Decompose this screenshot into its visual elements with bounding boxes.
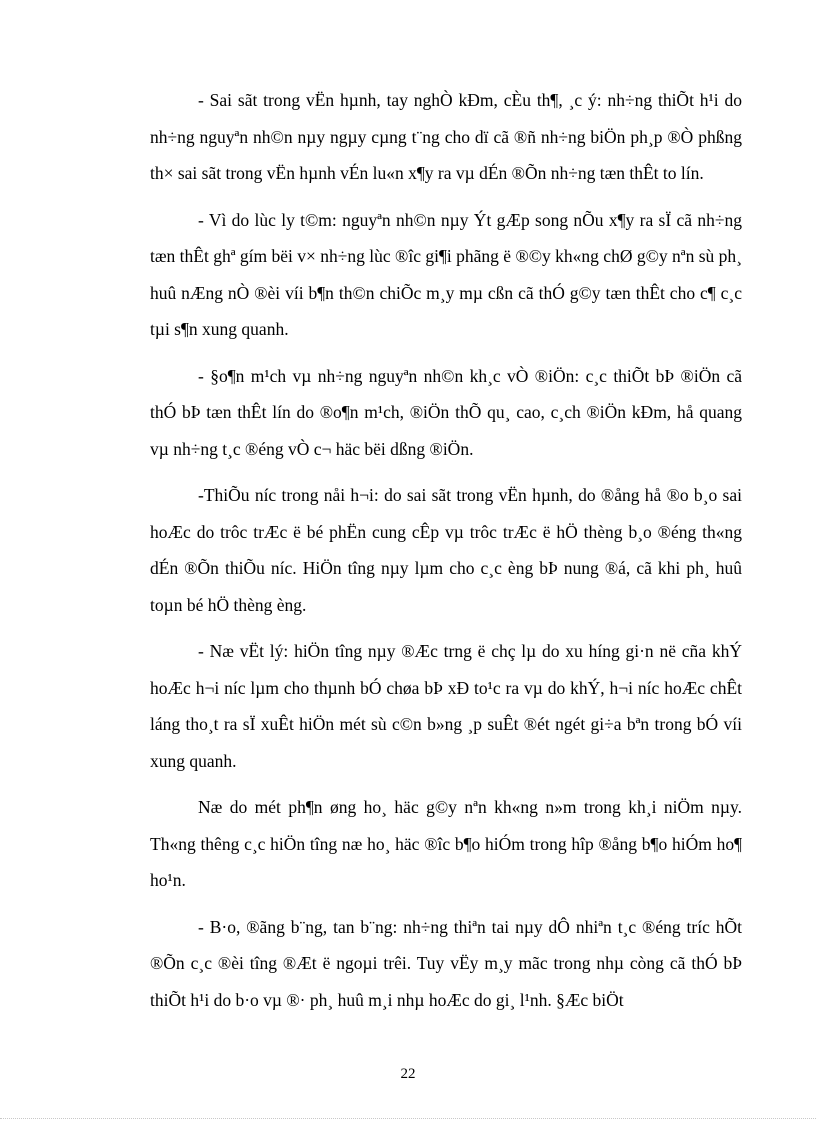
page-bottom-divider <box>0 1118 816 1119</box>
page-number: 22 <box>400 1066 416 1082</box>
paragraph-4: -ThiÕu níc trong nåi h¬i: do sai sãt trong vËn hµnh, do ®ång hå ®o b¸o sai hoÆc do trôc trÆc ë bé phËn cung cÊp vµ trôc trÆc ë hÖ thèng b¸o ®éng th«ng dÉn ®Õn thiÕu níc. HiÖn tîng nµy lµm cho c¸c èng bÞ nung ®á, cã khi ph¸ huû toµn bé hÖ thèng èng. <box>150 485 742 615</box>
paragraph-5: - Næ vËt lý: hiÖn tîng nµy ®Æc trng ë chç lµ do xu híng gi·n në cña khÝ hoÆc h¬i níc lµm cho thµnh bÓ chøa bÞ xÐ to¹c ra vµ do khÝ, h¬i níc hoÆc chÊt láng tho¸t ra sÏ xuÊt hiÖn mét sù c©n b»ng ¸p suÊt ®ét ngét gi÷a bªn trong bÓ víi xung quanh. <box>150 641 742 771</box>
paragraph-2: - Vì do lùc ly t©m: nguyªn nh©n nµy Ýt gÆp song nÕu x¶y ra sÏ cã nh÷ng tæn thÊt ghª gím bëi v× nh÷ng lùc ®îc gi¶i phãng ë ®©y kh«ng chØ g©y nªn sù ph¸ huû nÆng nÒ ®èi víi b¶n th©n chiÕc m¸y mµ cßn cã thÓ g©y tæn thÊt cho c¶ c¸c tµi s¶n xung quanh. <box>150 209 742 339</box>
document-body <box>150 82 742 1028</box>
paragraph-1: - Sai sãt trong vËn hµnh, tay nghÒ kÐm, cÈu th¶, ¸c ý: nh÷ng thiÕt h¹i do nh÷ng nguyªn nh©n nµy ngµy cµng t¨ng cho dï cã ®ñ nh÷ng biÖn ph¸p ®Ò phßng th× sai sãt trong vËn hµnh vÉn lu«n x¶y ra vµ dÉn ®Õn nh÷ng tæn thÊt to lín. <box>150 90 742 183</box>
paragraph-7: - B·o, ®ãng b¨ng, tan b¨ng: nh÷ng thiªn tai nµy dÔ nhiªn t¸c ®éng tríc hÕt ®Õn c¸c ®èi tîng ®Æt ë ngoµi trêi. Tuy vËy m¸y mãc trong nhµ còng cã thÓ bÞ thiÕt h¹i do b·o vµ ®· ph¸ huû m¸i nhµ hoÆc do gi¸ l¹nh. §Æc biÖt <box>150 916 742 1010</box>
paragraph-3: - §o¶n m¹ch vµ nh÷ng nguyªn nh©n kh¸c vÒ ®iÖn: c¸c thiÕt bÞ ®iÖn cã thÓ bÞ tæn thÊt lín do ®o¶n m¹ch, ®iÖn thÕ qu¸ cao, c¸ch ®iÖn kÐm, hå quang vµ nh÷ng t¸c ®éng vÒ c¬ häc bëi dßng ®iÖn. <box>150 365 742 459</box>
paragraph-6: Næ do mét ph¶n øng ho¸ häc g©y nªn kh«ng n»m trong kh¸i niÖm nµy. Th«ng thêng c¸c hiÖn tîng næ ho¸ häc ®îc b¶o hiÓm trong hîp ®ång b¶o hiÓm ho¶ ho¹n. <box>150 797 742 890</box>
